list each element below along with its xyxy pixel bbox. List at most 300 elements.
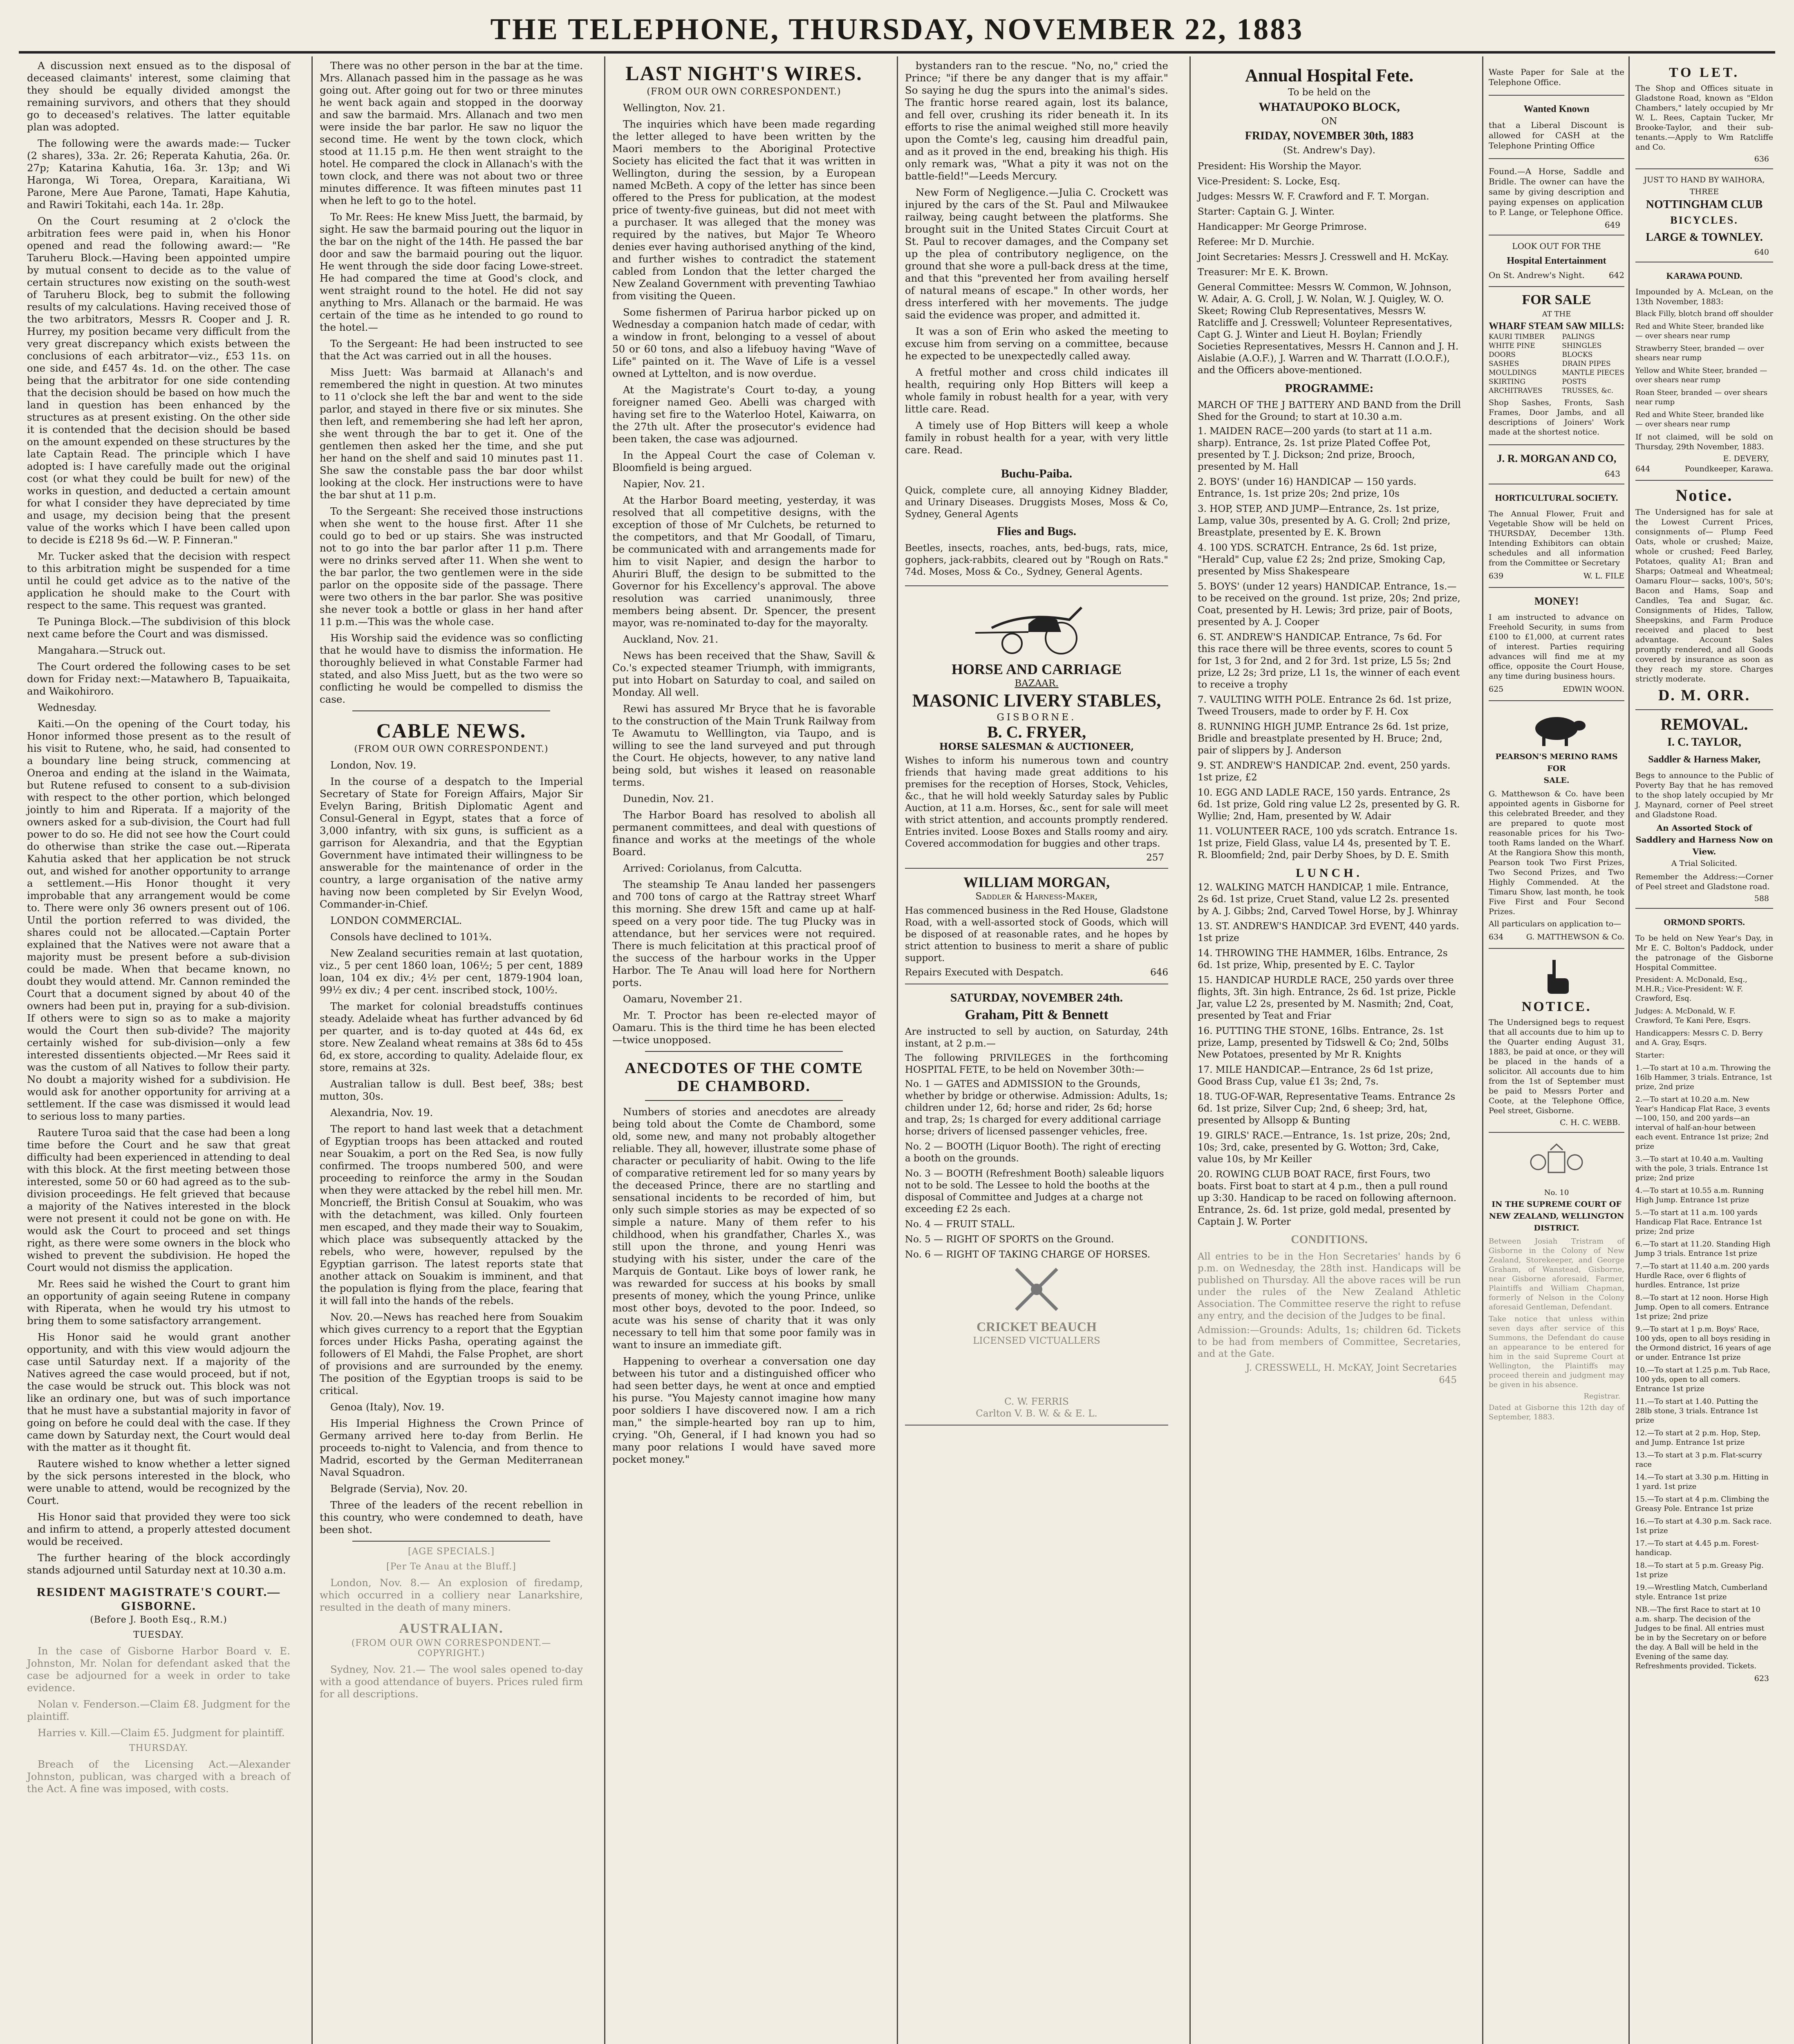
article-paragraph: To the Sergeant: He had been instructed to see that the Act was carried out in all the houses. bbox=[320, 338, 583, 362]
court-report bbox=[27, 1645, 290, 1739]
horticultural-title: HORTICULTURAL SOCIETY. bbox=[1495, 493, 1618, 503]
auction-ad bbox=[905, 984, 1168, 1425]
money-body: I am instructed to advance on Freehold Security, in sums from £100 to £1,000, at current rates of interest. Parties requiring advances will find me at my office, opposite the Court House, any time during business hours. bbox=[1489, 613, 1624, 681]
column-6 bbox=[1482, 56, 1775, 2044]
cable-paragraph: The market for colonial breadstuffs continues steady. Adelaide wheat has further advanced by 6d per quarter, and is to-day quoted at 44s 6d, ex store. New Zealand wheat remains at 38s 6d to 45s 6d, ex store, according to quality. Adelaide flour, ex store, remains at 32s. bbox=[320, 1000, 583, 1074]
morgan-body: Has commenced business in the Red House, Gladstone Road, with a well-assorted stock of Goods, which will be disposed of at reasonable rates, and he hopes by strict attention to business to merit a share of public support. bbox=[905, 905, 1168, 964]
court-paragraph: In the case of Gisborne Harbor Board v. E. Johnston, Mr. Nolan for defendant asked that the case be adjourned for a week in order to take evidence. bbox=[27, 1645, 290, 1694]
privilege-item: No. 4 — FRUIT STALL. bbox=[905, 1219, 1015, 1230]
wanted-known-ad bbox=[1489, 96, 1624, 159]
cable-paragraph: Australian tallow is dull. Best beef, 38s; best mutton, 30s. bbox=[320, 1078, 583, 1102]
matthewson-application: All particulars on application to— bbox=[1489, 919, 1622, 928]
timber-list-right bbox=[1562, 332, 1624, 395]
court-no: No. 10 bbox=[1544, 1188, 1569, 1197]
timber-item: SASHES bbox=[1489, 360, 1519, 368]
supreme-court-dated: Dated at Gisborne this 12th day of September, 1883. bbox=[1489, 1403, 1624, 1421]
timber-item: DOORS bbox=[1489, 351, 1516, 359]
karawa-pound-ad bbox=[1635, 262, 1773, 481]
cable-news-subheading: (FROM OUR OWN CORRESPONDENT.) bbox=[354, 744, 549, 754]
ormond-officer: Handicappers: Messrs C. D. Berry and A. Gray, Esqrs. bbox=[1635, 1029, 1763, 1047]
court-paragraph: Harries v. Kill.—Claim £5. Judgment for plaintiff. bbox=[38, 1727, 285, 1739]
fryer-body: Wishes to inform his numerous town and country friends that having made great additions to his premises for the reception of Horses, Stock, Vehicles, &c., that he will hold weekly Saturday sales by Public Auction, at 11 a.m. Horses, &c., sent for sale will meet with strict attention, and accounts promptly rendered. Entries invited. Loose Boxes and Stalls roomy and airy. Covered accommodation for buggies and other traps. bbox=[905, 755, 1168, 849]
age-specials-subheading: [Per Te Anau at the Bluff.] bbox=[386, 1562, 516, 1572]
ormond-event: 18.—To start at 5 p.m. Greasy Pig. 1st prize bbox=[1635, 1561, 1764, 1579]
programme-intro: MARCH OF THE J BATTERY AND BAND from the Drill Shed for the Ground; to start at 10.30 a.m. bbox=[1198, 400, 1461, 422]
privileges-intro: The following PRIVILEGES in the forthcoming HOSPITAL FETE, to be held on November 30th:— bbox=[905, 1053, 1168, 1075]
officer-item: Vice-President: S. Locke, Esq. bbox=[1198, 176, 1340, 187]
merino-rams-ad bbox=[1489, 701, 1624, 949]
programme-event: 15. HANDICAP HURDLE RACE, 250 yards over three flights, 3ft. 3in high. Entrance, 2s 6d. 1st prize, Pickle Jar, value L2 2s, presented by M. Nasmith; 2nd, Coat, presented by Teat and Friar bbox=[1198, 975, 1456, 1021]
court-paragraph-2: Breach of the Licensing Act.—Alexander Johnston, publican, was charged with a breach of the Act. A fine was imposed, with costs. bbox=[27, 1758, 290, 1795]
wire-paragraph: The inquiries which have been made regarding the letter alleged to have been written by the Maori members to the Aboriginal Protective Society has elicited the fact that it was written in Wellington, during the session, by a European named McBeth. A copy of the letter has since been offered to the Press for publication, at the modest price of twenty-five guineas, but did not meet with a purchaser. It was alleged that the money was required by the natives, but Major Te Wheoro denies ever having authorised anything of the kind, and further wishes to contradict the statement cabled from London that the letter charged the New Zealand Government with preventing Tawhiao from visiting the Queen. bbox=[612, 118, 876, 302]
auction-intro: Are instructed to sell by auction, on Saturday, 24th instant, at 2 p.m.— bbox=[905, 1026, 1168, 1049]
saw-mills-body: Shop Sashes, Fronts, Sash Frames, Door Jambs, and all descriptions of Joiners' Work made at the shortest notice. bbox=[1489, 398, 1624, 437]
cable-paragraph: Consols have declined to 101¾. bbox=[330, 931, 492, 943]
wire-paragraph: Some fishermen of Parirua harbor picked up on Wednesday a companion hatch made of cedar, with a window in front, belonging to a vessel of about 50 or 60 tons, and also a lifebuoy having "Wave of Life" painted on it. The Wave of Life is a vessel owned at Lyttelton, and is now overdue. bbox=[612, 306, 876, 379]
anecdote-paragraph: Happening to overhear a conversation one day between his tutor and a distinguished officer who had seen better days, he went at once and emptied his purse. "You Majesty cannot imagine how many poor soldiers I have discovered now. I am a rich man," the simple-hearted boy ran up to him, crying. "Oh, General, if I had known you had so many poor relations I would have saved more pocket money." bbox=[612, 1355, 876, 1465]
orr-notice-title: Notice. bbox=[1675, 486, 1733, 504]
buchu-paiba-ad bbox=[905, 460, 1168, 586]
columns bbox=[19, 56, 1775, 2044]
entertainment-day: On St. Andrew's Night. bbox=[1489, 270, 1585, 280]
column-5-body bbox=[1189, 56, 1467, 1390]
land-court-report bbox=[27, 60, 290, 1576]
column-4 bbox=[897, 56, 1175, 2044]
australian-heading: AUSTRALIAN. bbox=[399, 1621, 504, 1636]
officer-item: Joint Secretaries: Messrs J. Cresswell and H. McKay. bbox=[1198, 252, 1449, 262]
cable-paragraph: New Zealand securities remain at last quotation, viz., 5 per cent 1860 loan, 106½; 5 per cent, 1889 loan, 104 ex div.; 4½ per cent, 1879-1904 loan, 99½ ex div.; 4 per cent. inscribed stock, 100½. bbox=[320, 947, 583, 996]
wire-paragraph: Napier, Nov. 21. bbox=[623, 478, 705, 490]
cable-paragraph: The report to hand last week that a detachment of Egyptian troops has been attacked and routed near Souakim, a port on the Red Sea, is now fully confirmed. The troops numbered 500, and were proceeding to reinforce the army in the Soudan when they were attacked by the rebel hill men. Mr. Moncrieff, the British Consul at Souakim, who was with the detachment, was killed. Only fourteen men escaped, and they made their way to Souakim, which place was subsequently attacked by the rebels, who were, however, repulsed by the Egyptian garrison. The latest reports state that another attack on Souakim is imminent, and that the population is flying from the place, fearing that it will fall into the hands of the rebels. bbox=[320, 1123, 583, 1307]
fryer-name: B. C. FRYER, bbox=[987, 723, 1086, 741]
webb-notice-sig: C. H. C. WEBB. bbox=[1560, 1118, 1620, 1127]
saw-mills-title: WHARF STEAM SAW MILLS: bbox=[1489, 321, 1624, 332]
flies-body: Beetles, insects, roaches, ants, bed-bugs, rats, mice, gophers, jack-rabbits, cleared out by "Rough on Rats." 74d. Moses, Moss & Co., Sydney, General Agents. bbox=[905, 543, 1168, 577]
to-let-title: TO LET. bbox=[1669, 65, 1740, 80]
cable-paragraph: Belgrade (Servia), Nov. 20. bbox=[330, 1483, 468, 1495]
conditions-title: CONDITIONS. bbox=[1291, 1233, 1368, 1246]
programme-event: 9. ST. ANDREW'S HANDICAP. 2nd. event, 250 yards. 1st prize, £2 bbox=[1198, 760, 1451, 783]
to-let-body: The Shop and Offices situate in Gladstone Road, known as "Eldon Chambers," lately occupied by Mr W. L. Rees, Captain Tucker, Mr Brooke-Taylor, and their sub-tenants.—Apply to Wm Ratcliffe and Co. bbox=[1635, 84, 1773, 152]
timber-item: ARCHITRAVES bbox=[1489, 387, 1543, 395]
cable-paragraph: Genoa (Italy), Nov. 19. bbox=[330, 1401, 445, 1413]
wires-subheading: (FROM OUR OWN CORRESPONDENT.) bbox=[647, 87, 841, 97]
column-3 bbox=[604, 56, 882, 2044]
money-footer bbox=[1489, 684, 1624, 695]
large-townley-number: 640 bbox=[1754, 248, 1769, 257]
cable-paragraph: In the course of a despatch to the Imperial Secretary of State for Foreign Affairs, Major Sir Evelyn Baring, British Diplomatic Agent and Consul-General in Egypt, states that a force of 3,000 infantry, with six guns, is sufficient as a garrison for Alexandria, and that the Egyptian Government have intimated their willingness to be answerable for the maintenance of order in the country, a large organisation of the native army having now been completed by Sir Evelyn Wood, Commander-in-Chief. bbox=[320, 775, 583, 910]
entertainment-footer bbox=[1489, 269, 1624, 281]
programme-event: 16. PUTTING THE STONE, 16lbs. Entrance, 2s. 1st prize, Lamp, presented by Tidswell & Co; 2nd, 50lbs New Potatoes, presented by Mr R. Knights bbox=[1198, 1026, 1449, 1060]
programme-event: 3. HOP, STEP, AND JUMP—Entrance, 2s. 1st prize, Lamp, value 30s, presented by A. G. Croll; 2nd prize, Breastplate, presented by E. K. Brown bbox=[1198, 504, 1451, 538]
wires-heading: LAST NIGHT'S WIRES. bbox=[625, 62, 862, 85]
column-2 bbox=[311, 56, 589, 2044]
jr-morgan-ad bbox=[1489, 445, 1624, 484]
webb-notice-body: The Undersigned begs to request that all accounts due to him up to the Quarter ending August 31, 1883, be paid at once, or they will be placed in the hands of a solicitor. All accounts due to him from the 1st of September must be paid to Messrs Porter and Coote, at the Telephone Office, Peel street, Gisborne. bbox=[1489, 1018, 1624, 1115]
admission-text: Admission:—Grounds: Adults, 1s; children 6d. Tickets to be had from members of Committee, Secretaries, and at the Gate. bbox=[1198, 1325, 1461, 1359]
cable-news-heading: CABLE NEWS. bbox=[376, 719, 526, 742]
officer-item: Starter: Captain G. J. Winter. bbox=[1198, 206, 1335, 217]
ormond-event: 2.—To start at 10.20 a.m. New Year's Handicap Flat Race, 3 events—100, 150, and 200 yards—an interval of half-an-hour between each event. Entrance 1st prize; 2nd prize bbox=[1635, 1095, 1770, 1151]
money-sig: EDWIN WOON. bbox=[1563, 685, 1624, 694]
column-1 bbox=[19, 56, 297, 2044]
impounded-number: 644 bbox=[1635, 464, 1651, 473]
webb-notice-ad bbox=[1489, 949, 1624, 1133]
programme-event: 13. ST. ANDREW'S HANDICAP. 3rd EVENT, 440 yards. 1st prize bbox=[1198, 921, 1459, 944]
horticultural-footer bbox=[1489, 570, 1624, 582]
fryer-ad-number: 257 bbox=[1146, 852, 1164, 863]
programme-event: 6. ST. ANDREW'S HANDICAP. Entrance, 7s 6d. For this race there will be three events, scores to count 5 for 1st, 3 for 2nd, and 2 for 3rd. 1st prize, L5 5s; 2nd prize, L2 2s; 3rd prize, L1 1s, the winner of each event to receive a trophy bbox=[1198, 632, 1460, 690]
article-paragraph: His Honor said that provided they were too sick and infirm to attend, a properly attested document would be received. bbox=[27, 1511, 290, 1547]
column-5 bbox=[1189, 56, 1467, 2044]
removal-ad bbox=[1635, 710, 1773, 909]
officer-item: General Committee: Messrs W. Common, W. Johnson, W. Adair, A. G. Croll, J. W. Nolan, W. J. Quigley, W. O. Skeet; Rowing Club Representatives, Messrs W. Ratcliffe and J. Cresswell; Volunteer Representatives, Capt G. J. Winter and Lieut H. Boylan; Friendly Societies Representatives, Messrs H. Cannon and J. H. Aislabie (A.O.F.), J. Warren and W. Tharratt (I.O.O.F.), and the Officers above-mentioned. bbox=[1198, 282, 1459, 376]
article-paragraph: The further hearing of the block accordingly stands adjourned until Saturday next at 10.30 a.m. bbox=[27, 1552, 290, 1576]
programme-event: 20. ROWING CLUB BOAT RACE, first Fours, two boats. First boat to start at 4 p.m., then a pull round up 3:30. Handicap to be raced on following afternoon. Entrance, 2s. 6d. 1st prize, gold medal, presented by Captain J. W. Porter bbox=[1198, 1169, 1457, 1227]
nottingham-club: NOTTINGHAM CLUB bbox=[1646, 198, 1763, 211]
wire-paragraph: Rewi has assured Mr Bryce that he is favorable to the construction of the Main Trunk Railway from Te Awamutu to Welllington, via Taupo, and is willing to see the land surveyed and put through the Court. He objects, however, to any native land being sold, but wishes it leased on reasonable terms. bbox=[612, 703, 876, 788]
masonic-livery-ad bbox=[905, 586, 1168, 869]
article-paragraph: Te Puninga Block.—The subdivision of this block next came before the Court and was dismissed. bbox=[27, 616, 290, 640]
horticultural-number: 639 bbox=[1489, 572, 1504, 580]
horse-carriage-icon bbox=[967, 595, 1106, 657]
ormond-event: 19.—Wrestling Match, Cumberland style. Entrance 1st prize bbox=[1635, 1583, 1767, 1601]
timber-item: KAURI TIMBER bbox=[1489, 333, 1545, 341]
programme-event: 5. BOYS' (under 12 years) HANDICAP. Entrance, 1s.—to be received on the ground. 1st prize, 20s; 2nd prize, Coat, presented by H. Lewis; 3rd prize, pair of Boots, presented by A. J. Cooper bbox=[1198, 581, 1460, 628]
privilege-item: No. 6 — RIGHT OF TAKING CHARGE OF HORSES. bbox=[905, 1249, 1151, 1260]
officer-item: Treasurer: Mr E. K. Brown. bbox=[1198, 267, 1328, 278]
fete-on: ON bbox=[1321, 116, 1337, 127]
programme-events bbox=[1198, 426, 1461, 861]
impounded-item: Black Filly, blotch brand off shoulder bbox=[1635, 309, 1773, 318]
court-paragraph: Nolan v. Fenderson.—Claim £8. Judgment for the plaintiff. bbox=[27, 1698, 290, 1722]
cable-paragraph: LONDON COMMERCIAL. bbox=[330, 914, 462, 926]
timber-item: TRUSSES, &c. bbox=[1562, 387, 1614, 395]
wanted-title: Wanted Known bbox=[1523, 104, 1590, 114]
column-1-body bbox=[19, 56, 297, 1795]
privilege-item: No. 1 — GATES and ADMISSION to the Grounds, whether by bridge or otherwise. Admission: Adults, 1s; children under 12, 6d; horse and rider, 2s 6d; horse and trap, 2s; 1s charged for every additional carriage horse; drivers of licensed passenger vehicles, free. bbox=[905, 1079, 1168, 1137]
impounded-foot: If not claimed, will be sold on Thursday, 29th November, 1883. bbox=[1635, 433, 1773, 451]
divider bbox=[352, 710, 550, 711]
article-paragraph: A timely use of Hop Bitters will keep a whole family in robust health for a year, with very little care. Read. bbox=[905, 419, 1168, 456]
timber-list bbox=[1489, 332, 1624, 395]
column-6b bbox=[1628, 56, 1775, 2044]
timber-list-left bbox=[1489, 332, 1545, 395]
ormond-event: 12.—To start at 2 p.m. Hop, Step, and Jump. Entrance 1st prize bbox=[1635, 1429, 1761, 1447]
wanted-body: that a Liberal Discount is allowed for CASH at the Telephone Printing Office bbox=[1489, 120, 1624, 150]
ormond-event: 4.—To start at 10.55 a.m. Running High Jump. Entrance 1st prize bbox=[1635, 1186, 1764, 1204]
anecdotes-article bbox=[612, 1106, 876, 1466]
fete-officers bbox=[1198, 161, 1461, 377]
article-paragraph: Miss Juett: Was barmaid at Allanach's and remembered the night in question. At two minutes to 11 o'clock she left the bar and went to the side parlor, and stayed in there five or six minutes. She then left, and remembering she had left her apron, she went through the bar to get it. One of the gentlemen then asked her the time, and she put her hand on the shelf and said 10 minutes past 11. She saw the constable pass the bar door whilst looking at the clock. Her instructions were to have the bar shut at 11 p.m. bbox=[320, 366, 583, 501]
police-court-report bbox=[320, 60, 583, 706]
waste-paper-text: Waste Paper for Sale at the Telephone Office. bbox=[1489, 67, 1624, 87]
timber-item: POSTS bbox=[1562, 378, 1587, 386]
programme-event: 8. RUNNING HIGH JUMP. Entrance 2s 6d. 1st prize, Bridle and breastplate presented by H. Bruce; 2nd, pair of slippers by J. Anderson bbox=[1198, 722, 1449, 756]
programme-event: 10. EGG AND LADLE RACE, 150 yards. Entrance, 2s 6d. 1st prize, Gold ring value L2 2s, presented by G. R. Wyllie; 2nd, Ham, presented by W. Adair bbox=[1198, 787, 1460, 822]
ormond-officer: Starter: bbox=[1635, 1051, 1665, 1060]
faded-name: C. W. FERRIS bbox=[1004, 1396, 1069, 1407]
ormond-event: 13.—To start at 3 p.m. Flat-scurry race bbox=[1635, 1451, 1762, 1469]
cable-paragraph: London, Nov. 19. bbox=[330, 759, 417, 771]
programme-event: 12. WALKING MATCH HANDICAP, 1 mile. Entrance, 2s 6d. 1st prize, Cruet Stand, value L2 2s. presented by A. J. Gibbs; 2nd, Carved Towel Horse, by J. Whinray bbox=[1198, 882, 1458, 917]
privileges-list bbox=[905, 1078, 1168, 1261]
divider bbox=[352, 1541, 550, 1542]
ormond-event: 7.—To start at 11.40 a.m. 200 yards Hurdle Race, over 6 flights of hurdles. Entrance, 1st prize bbox=[1635, 1262, 1769, 1289]
wire-paragraph: Arrived: Coriolanus, from Calcutta. bbox=[623, 862, 802, 874]
money-ad bbox=[1489, 588, 1624, 701]
wire-paragraph: In the Appeal Court the case of Coleman v. Bloomfield is being argued. bbox=[612, 449, 876, 473]
fete-ad-number: 645 bbox=[1439, 1375, 1457, 1385]
programme-event: 2. BOYS' (under 16) HANDICAP — 150 yards. Entrance, 1s. 1st prize 20s; 2nd prize, 10s bbox=[1198, 477, 1417, 499]
for-sale-title: FOR SALE bbox=[1522, 292, 1591, 307]
masonic-title: MASONIC LIVERY STABLES, bbox=[912, 690, 1161, 710]
cable-paragraph: Three of the leaders of the recent rebellion in this country, who were condemned to death, have been shot. bbox=[320, 1499, 583, 1535]
officer-item: Judges: Messrs W. F. Crawford and F. T. Morgan. bbox=[1198, 191, 1429, 202]
column-6b-body bbox=[1630, 56, 1775, 1688]
wire-paragraph: Wellington, Nov. 21. bbox=[623, 102, 726, 114]
ormond-event: 1.—To start at 10 a.m. Throwing the 16lb Hammer, 3 trials. Entrance, 1st prize, 2nd prize bbox=[1635, 1064, 1772, 1091]
australian-paragraph: Sydney, Nov. 21.— The wool sales opened to-day with a good attendance of buyers. Prices ruled firm for all descriptions. bbox=[320, 1663, 583, 1700]
royal-arms-icon bbox=[1526, 1142, 1587, 1183]
age-specials-heading: [AGE SPECIALS.] bbox=[408, 1546, 495, 1557]
orr-notice-body: The Undersigned has for sale at the Lowest Current Prices, consignments of— Plump Feed Oats, whole or crushed; Maize, whole or crushed; Feed Barley, Potatoes, quality A1; Bran and Sharps; Oatmeal and Wheatmeal; Oamaru Flour— sacks, 100's, 50's; Bacon and Hams, Soap and Candles, Tea and Sugar, &c. Consignments of Hides, Tallow, Sheepskins, and Farm Produce received and placed to best advantage. Account Sales promptly rendered, and all Goods covered by insurance as soon as they reach my store. Charges strictly moderate. bbox=[1635, 508, 1773, 684]
wire-paragraph: The steamship Te Anau landed her passengers and 700 tons of cargo at the Rattray street Wharf this morning. She drew 15ft and came up at half-speed on a very poor tide. The tug Plucky was in attendance, but her services were not required. There is much felicitation at this practical proof of the success of the harbour works in the Upper Harbor. The Te Anau will load here for Northern ports. bbox=[612, 879, 876, 988]
article-paragraph: Wednesday. bbox=[38, 702, 97, 713]
supreme-court-notice: Take notice that unless within seven days after service of this Summons, the Defendant do cause an appearance to be entered for him in the said Supreme Court at Wellington, the Plaintiffs may proceed therein and judgment may be given in his absence. bbox=[1489, 1315, 1624, 1389]
cricket-sub: LICENSED VICTUALLERS bbox=[973, 1336, 1100, 1346]
matthewson-body: G. Matthewson & Co. have been appointed agents in Gisborne for this celebrated Breeder, and they are prepared to quote most reasonable prices for his Two-tooth Rams landed on the Wharf. At the Rangiora Show this month, Pearson took Two First Prizes, Two Second Prizes, and Two Highly Commended. At the Timaru Show, last month, he took Five First and Four Second Prizes. bbox=[1489, 789, 1624, 916]
ormond-event: 15.—To start at 4 p.m. Climbing the Greasy Pole. Entrance 1st prize bbox=[1635, 1495, 1769, 1513]
programme-event: 18. TUG-OF-WAR, Representative Teams. Entrance 2s 6d. 1st prize, Silver Cup; 2nd, 6 sheep; 3rd, hat, presented by Allsopp & Bunting bbox=[1198, 1091, 1456, 1126]
webb-notice-title: NOTICE. bbox=[1521, 999, 1592, 1014]
money-number: 625 bbox=[1489, 685, 1504, 694]
programme-event: 7. VAULTING WITH POLE. Entrance 2s 6d. 1st prize, Tweed Trousers, made to order by F. H. Cox bbox=[1198, 695, 1452, 717]
article-paragraph: It was a son of Erin who asked the meeting to excuse him from serving on a committee, because he expected to be unexpectedly called away. bbox=[905, 325, 1168, 362]
timber-item: PALINGS bbox=[1562, 333, 1595, 341]
article-paragraph: The Court ordered the following cases to be set down for Friday next:—Matawhero B, Tapuaikaita, and Waikohiroro. bbox=[27, 661, 290, 697]
lookout-text: LOOK OUT FOR THE bbox=[1512, 241, 1601, 251]
hospital-entertainment-title: Hospital Entertainment bbox=[1507, 256, 1606, 266]
miscellany bbox=[905, 60, 1168, 456]
article-paragraph: His Honor said he would grant another opportunity, and with this view would adjourn the case until Saturday next. If a majority of the Natives agreed the case would proceed, but if not, the case would be struck out. This block was not like an ordinary one, but was of such importance that he must have a substantial majority in favor of going on before he could deal with the case. If they came down by Saturday next, the Court would deal with the matter as it thought fit. bbox=[27, 1331, 290, 1453]
buchu-body: Quick, complete cure, all annoying Kidney Bladder, and Urinary Diseases. Druggists Moses, Moss & Co, Sydney, General Agents bbox=[905, 485, 1168, 520]
supreme-court-registrar: Registrar. bbox=[1583, 1392, 1620, 1401]
ormond-event: 3.—To start at 10.40 a.m. Vaulting with the pole, 3 trials. Entrance 1st prize; 2nd prize bbox=[1635, 1155, 1768, 1182]
lunch-break: LUNCH. bbox=[1296, 866, 1363, 880]
ormond-event: 16.—To start at 4.30 p.m. Sack race. 1st prize bbox=[1635, 1517, 1772, 1535]
jr-morgan-title: J. R. MORGAN AND CO, bbox=[1496, 453, 1617, 464]
morgan-subtitle: Saddler & Harness-Maker, bbox=[975, 891, 1098, 902]
taylor-name: I. C. TAYLOR, bbox=[1667, 736, 1741, 749]
waihora-text: JUST TO HAND BY WAIHORA, bbox=[1644, 175, 1765, 184]
bicycles-title: BICYCLES. bbox=[1670, 214, 1738, 226]
timber-item: SHINGLES bbox=[1562, 342, 1602, 350]
timber-item: MOULDINGS bbox=[1489, 369, 1537, 377]
ormond-event: 9.—To start at 1 p.m. Boys' Race, 100 yds, open to all boys residing in the Ormond district, 16 years of age or under. Entrance 1st prize bbox=[1635, 1325, 1772, 1362]
article-paragraph: His Worship said the evidence was so conflicting that he would have to dismiss the information. He thoroughly believed in what Constable Farmer had stated, and also Miss Juett, but as the two were so conflicting he would be compelled to dismiss the case. bbox=[320, 632, 583, 705]
three-text: THREE bbox=[1689, 187, 1719, 196]
ormond-events bbox=[1635, 1063, 1773, 1671]
impounded-item: Yellow and White Steer, branded — over shears near rump bbox=[1635, 366, 1767, 384]
supreme-court-parties: Between Josiah Tristram of Gisborne in the Colony of New Zealand, Storekeeper, and George Graham, of Wanstead, Gisborne, near Gisborne aforesaid, Farmer, Plaintiffs and William Chapman, formerly of Nelson in the Colony aforesaid Gentleman, Defendant. bbox=[1489, 1237, 1624, 1311]
column-2-body bbox=[311, 56, 589, 1700]
pointing-hand-icon bbox=[1540, 958, 1573, 995]
divider bbox=[645, 1051, 843, 1052]
wires-report bbox=[612, 102, 876, 1046]
programme-event: 14. THROWING THE HAMMER, 16lbs. Entrance, 2s 6d. 1st prize, Whip, presented by E. C. Taylor bbox=[1198, 948, 1448, 970]
programme-event: 17. MILE HANDICAP.—Entrance, 2s 6d 1st prize, Good Brass Cup, value £1 3s; 2nd, 7s. bbox=[1198, 1065, 1433, 1087]
timber-item: BLOCKS bbox=[1562, 351, 1593, 359]
article-paragraph: On the Court resuming at 2 o'clock the arbitration fees were paid in, when his Honor opened and read the following award:— "Re Taruheru Block.—Having been appointed umpire by mutual consent to decide as to the value of certain structures now existing on the south-west of Taruheru Block, beg to submit the following results of my calculations. Having received those of the two arbitrators, Messrs R. Cooper and J. R. Hurrey, my position became very difficult from the very great discrepancy which exists between the conclusions of each arbitrator—viz., £53 11s. on one side, and £457 4s. 1d. on the other. The case being that the arbitrator for one side contending that the decision should be based on how much the land in question has been enhanced by the structures as at present existing. On the other side it is contended that the decision should be based on the amount expended on these structures by the late Captain Read. The principle which I have adopted is: I have carefully made out the original cost (or what they could be built for new) of the works in question, and deducted a certain amount for what I consider they have depreciated by time and usage, my decision being that the present value of the works which I have been called upon to decide is £218 9s 6d.—W. P. Finneran." bbox=[27, 215, 290, 546]
article-paragraph: Mr. Tucker asked that the decision with respect to this arbitration might be suspended for a time until he could get advice as to the native of the application he should make to the Court with respect to the same. This request was granted. bbox=[27, 550, 290, 611]
court-heading: RESIDENT MAGISTRATE'S COURT.—GISBORNE. bbox=[36, 1585, 281, 1613]
bicycles-ad bbox=[1635, 169, 1773, 262]
court-day: TUESDAY. bbox=[133, 1630, 184, 1640]
wire-paragraph: At the Magistrate's Court to-day, a young foreigner named Geo. Abelli was charged with having set fire to the Waterloo Hotel, Kaiwarra, on the 27th ult. After the prosecutor's evidence had been taken, the case was adjourned. bbox=[612, 384, 876, 445]
horse-bazaar-title: HORSE AND CARRIAGE bbox=[951, 661, 1122, 677]
large-townley: LARGE & TOWNLEY. bbox=[1646, 231, 1763, 244]
fete-title: Annual Hospital Fete. bbox=[1245, 65, 1413, 85]
impounded-item: Red and White Steer, branded like — over shears near rump bbox=[1635, 322, 1764, 340]
fete-secretaries: J. CRESSWELL, H. McKAY, Joint Secretaries bbox=[1246, 1363, 1457, 1373]
wire-paragraph: Auckland, Nov. 21. bbox=[623, 633, 719, 645]
fete-day: (St. Andrew's Day). bbox=[1283, 145, 1375, 156]
impounded-sig: E. DEVERY, bbox=[1723, 454, 1769, 463]
wire-paragraph: The Harbor Board has resolved to abolish all permanent committees, and deal with questions of finance and works at the meetings of the whole Board. bbox=[612, 809, 876, 858]
ormond-number: 623 bbox=[1754, 1674, 1769, 1683]
masthead: THE TELEPHONE, THURSDAY, NOVEMBER 22, 1883 bbox=[19, 12, 1775, 54]
flies-title: Flies and Bugs. bbox=[997, 524, 1077, 538]
ormond-event: 17.—To start at 4.45 p.m. Forest-handicap. bbox=[1635, 1539, 1759, 1557]
auctioneers: Graham, Pitt & Bennett bbox=[965, 1007, 1109, 1022]
article-paragraph: To the Sergeant: She received those instructions when she went to the house first. After 11 she could go to bed or up stairs. She was instructed not to go into the bar parlor after 11 p.m. There were no drinks served after 11. When she went to the bar parlor, the two gentlemen were in the side parlor on the opposite side of the passage. There were two others in the bar parlor. She was positive she never took a bottle or glass in her hand after 11 p.m.—This was the whole case. bbox=[320, 505, 583, 628]
supreme-court-title: IN THE SUPREME COURT OF NEW ZEALAND, WELLINGTON DISTRICT. bbox=[1489, 1200, 1624, 1233]
ormond-event: 6.—To start at 11.20. Standing High Jump 3 trials. Entrance 1st prize bbox=[1635, 1240, 1771, 1258]
ormond-event: 11.—To start at 1.40. Putting the 28lb stone, 3 trials. Entrance 1st prize bbox=[1635, 1397, 1758, 1425]
impounded-intro: Impounded by A. McLean, on the 13th November, 1883: bbox=[1635, 287, 1773, 306]
ormond-sports-ad bbox=[1635, 909, 1773, 1688]
impounded-item: Red and White Steer, branded like — over shears near rump bbox=[1635, 410, 1764, 428]
morgan-title: WILLIAM MORGAN, bbox=[963, 874, 1110, 890]
article-paragraph: To Mr. Rees: He knew Miss Juett, the barmaid, by sight. He saw the barmaid pouring out the liquor in the bar on the night of the 14th. He passed the bar door and saw the barmaid pouring out the liquor. He went through the side door facing Lowe-street. He had compared the time at Good's clock, and went straight round to the hotel. He did not say anything to Mrs. Allanach or the barmaid. He was certain of the time as he intended to go round to the hotel.— bbox=[320, 211, 583, 333]
wire-paragraph: Oamaru, November 21. bbox=[623, 993, 743, 1005]
pearson-title: PEARSON'S MERINO RAMS FOR bbox=[1495, 752, 1618, 773]
programme-events-2 bbox=[1198, 882, 1461, 1228]
column-3-body bbox=[604, 56, 882, 1466]
timber-item: WHITE PINE bbox=[1489, 342, 1535, 350]
at-the: AT THE bbox=[1542, 310, 1571, 318]
horticultural-ad bbox=[1489, 484, 1624, 588]
article-paragraph: There was no other person in the bar at the time. Mrs. Allanach passed him in the passage as he was going out. After going out for two or three minutes he went back again and stopped in the doorway and saw the barmaid. Mrs. Allanach and two men were inside the bar parlor. He saw no liquor the second time. He went by the town clock, which stood at 11.15 p.m. He then went straight to the hotel. He compared the clock in Allanach's with the town clock, and there was not about two or three minutes difference. It was fifteen minutes past 11 when he left to go to the hotel. bbox=[320, 60, 583, 206]
fete-where: To be held on the bbox=[1288, 87, 1371, 98]
programme-event: 1. MAIDEN RACE—200 yards (to start at 11 a.m. sharp). Entrance, 2s. 1st prize Plated Coffee Pot, presented by T. J. Dickson; 2nd prize, Brooch, presented by M. Hall bbox=[1198, 426, 1432, 472]
column-4-body bbox=[897, 56, 1175, 1425]
article-paragraph: Kaiti.—On the opening of the Court today, his Honor informed those present as to the result of his visit to Rutene, who, he said, had consented to a boundary line being struck, commencing at Oneroa and ending at the island in the Waimata, but Rutene refused to consent to a sub-division with respect to the other portion, which belonged jointly to him and Riperata. If a majority of the owners asked for a sub-division, the Court had full power to do so. He did not see how the Court could do otherwise than strike the case out.—Riperata Kahutia asked that her application be not struck out, and wished for another opportunity to arrange a settlement.—His Honor thought it very improbable that any arrangement would be come to. There were only 36 owners present out of 106. Until the portion referred to was divided, the shares could not be allocated.—Captain Porter explained that the Natives were not aware that a majority must be present before a sub-division could be made. When that became known, no doubt they would attend. Mr. Cannon reminded the Court that a document signed by about 40 of the owners had been put in, praying for a sub-division. If others were to sign so as to make a majority would the Court then sub-divide? The majority certainly wished for sub-division—only a few interested dissentients objected.—Mr Rees said it was the custom of all Natives to follow their party. No doubt a majority wished for a subdivision. He would ask for another opportunity for arriving at a settlement. If the case was dismissed it would lead to serious loss to many parties. bbox=[27, 718, 290, 1122]
cable-paragraph: Alexandria, Nov. 19. bbox=[330, 1107, 433, 1118]
divider bbox=[645, 1100, 843, 1101]
hospital-entertainment-ad bbox=[1489, 235, 1624, 287]
australian-subheading: (FROM OUR OWN CORRESPONDENT.—COPYRIGHT.) bbox=[351, 1638, 551, 1659]
found-ad-number: 649 bbox=[1604, 220, 1620, 230]
morgan-footer bbox=[905, 967, 1168, 979]
ormond-title: ORMOND SPORTS. bbox=[1664, 917, 1745, 927]
karawa-title: KARAWA POUND. bbox=[1666, 271, 1742, 281]
timber-item: MANTLE PIECES bbox=[1562, 369, 1624, 377]
impounded-item: Roan Steer, branded — over shears near rump bbox=[1635, 388, 1768, 406]
timber-item: DRAIN PIPES bbox=[1562, 360, 1611, 368]
cricket-title: CRICKET BEAUCH bbox=[977, 1319, 1097, 1334]
article-paragraph: Rautere wished to know whether a letter signed by the sick persons interested in the block, who were unable to attend, would be recognized by the Court. bbox=[27, 1458, 290, 1506]
crossed-bats-icon bbox=[1004, 1265, 1069, 1314]
ormond-event: 8.—To start at 12 noon. Horse High Jump. Open to all comers. Entrance 1st prize; 2nd prize bbox=[1635, 1293, 1769, 1321]
matthewson-footer bbox=[1489, 931, 1624, 943]
ormond-officer: Judges: A. McDonald, W. F. Crawford, Te Kani Pere, Esqrs. bbox=[1635, 1007, 1751, 1025]
matthewson-number: 634 bbox=[1489, 932, 1504, 941]
found-ad bbox=[1489, 159, 1624, 235]
impounded-footer bbox=[1635, 463, 1773, 475]
removal-title: REMOVAL. bbox=[1660, 715, 1748, 733]
wire-paragraph: Mr. T. Proctor has been re-elected mayor of Oamaru. This is the third time he has been elected—twice unopposed. bbox=[612, 1009, 876, 1046]
column-6a-body bbox=[1482, 56, 1628, 1429]
ormond-event: 14.—To start at 3.30 p.m. Hitting in 1 yard. 1st prize bbox=[1635, 1473, 1769, 1491]
article-paragraph: Mangahara.—Struck out. bbox=[38, 644, 166, 656]
ormond-event: 10.—To start at 1.25 p.m. Tub Race, 100 yds, open to all comers. Entrance 1st prize bbox=[1635, 1366, 1770, 1393]
matthewson-sig: G. MATTHEWSON & Co. bbox=[1526, 932, 1624, 941]
article-paragraph: New Form of Negligence.—Julia C. Crockett was injured by the cars of the St. Paul and Milwaukee railway, being caught between the platforms. She brought suit in the United States Circuit Court at St. Paul to recover damages, and the Company set up the plea of contributory negligence, on the ground that she wore a pull-back dress at the time, and that this "prevented her from availing herself of natural means of escape." In other words, her dress interfered with her movements. The judge said the evidence was proper, and admitted it. bbox=[905, 186, 1168, 321]
article-paragraph: Rautere Turoa said that the case had been a long time before the Court and he saw that great difficulty had been experienced in attending to deal with this block. At the first meeting between those interested, some 50 or 60 had agreed as to the sub-division proceedings. He felt grieved that because a majority of the Natives interested in the block were not present it could not be gone on with. He would ask the Court to proceed and set things right, as there were some owners in the block who wished to prevent the subdivision. He hoped the Court would not dismiss the application. bbox=[27, 1127, 290, 1273]
fete-block: WHATAUPOKO BLOCK, bbox=[1259, 100, 1400, 114]
auction-date: SATURDAY, NOVEMBER 24th. bbox=[950, 991, 1123, 1004]
programme-event: 4. 100 YDS. SCRATCH. Entrance, 2s 6d. 1st prize, "Herald" Cup, value £2 2s; 2nd prize, Smoking Cap, presented by Miss Shakespeare bbox=[1198, 542, 1446, 577]
hospital-fete-ad bbox=[1198, 60, 1461, 1390]
officer-item: Referee: Mr D. Murchie. bbox=[1198, 237, 1315, 247]
entertainment-ad-number: 642 bbox=[1608, 270, 1624, 280]
ormond-officers bbox=[1635, 975, 1773, 1060]
ormond-event: 5.—To start at 11 a.m. 100 yards Handicap Flat Race. Entrance 1st prize; 2nd prize bbox=[1635, 1208, 1762, 1236]
supreme-court-ad bbox=[1489, 1133, 1624, 1429]
horticultural-sig: W. L. FILE bbox=[1583, 572, 1624, 580]
saw-mills-ad bbox=[1489, 287, 1624, 445]
fete-date: FRIDAY, NOVEMBER 30th, 1883 bbox=[1245, 130, 1414, 142]
faded-foot: Carlton V. B. W. & & E. L. bbox=[976, 1408, 1097, 1419]
money-title: MONEY! bbox=[1534, 595, 1579, 607]
column-6a bbox=[1482, 56, 1628, 2044]
programme-event: 11. VOLUNTEER RACE, 100 yds scratch. Entrance 1s. 1st prize, Field Glass, value L4 4s, presented by T. E. R. Bloomfield; 2nd, pair Derby Shoes, by D. E. Smith bbox=[1198, 826, 1458, 861]
cable-news-report bbox=[320, 759, 583, 1536]
officer-item: President: His Worship the Mayor. bbox=[1198, 161, 1362, 172]
impounded-role: Poundkeeper, Karawa. bbox=[1684, 464, 1773, 473]
privilege-item: No. 2 — BOOTH (Liquor Booth). The right of erecting a booth on the grounds. bbox=[905, 1141, 1161, 1164]
wire-paragraph: News has been received that the Shaw, Savill & Co.'s expected steamer Triumph, with immigrants, put into Hobart on Saturday to coal, and sailed on Monday. All well. bbox=[612, 650, 876, 698]
conditions-text: All entries to be in the Hon Secretaries' hands by 6 p.m. on Wednesday, the 28th inst. Handicaps will be published on Thursday. All the above races will be run under the rules of the New Zealand Athletic Association. The Committee reserve the right to refuse any entry, and the decision of the Judges to be final. bbox=[1198, 1251, 1461, 1321]
sheep-icon bbox=[1524, 710, 1589, 747]
taylor-role: Saddler & Harness Maker, bbox=[1648, 754, 1760, 765]
article-paragraph: Mr. Rees said he wished the Court to grant him an opportunity of again seeing Rutene in company with Riperata, when he would try his utmost to bring them to some satisfactory arrangement. bbox=[27, 1278, 290, 1327]
morgan-ad-number: 646 bbox=[1150, 967, 1168, 978]
jr-morgan-number: 643 bbox=[1604, 469, 1620, 479]
taylor-number: 588 bbox=[1754, 894, 1769, 903]
taylor-trial: A Trial Solicited. bbox=[1671, 859, 1738, 868]
officer-item: Handicapper: Mr George Primrose. bbox=[1198, 222, 1367, 232]
privilege-item: No. 3 — BOOTH (Refreshment Booth) saleable liquors not to be sold. The Lessee to hold the booths at the disposal of Committee and Judges at a charge not exceeding £2 2s each. bbox=[905, 1168, 1164, 1215]
anecdotes-heading: ANECDOTES OF THE COMTE DE CHAMBORD. bbox=[625, 1060, 863, 1095]
buchu-title: Buchu-Paiba. bbox=[1001, 467, 1073, 480]
orr-notice-ad bbox=[1635, 481, 1773, 710]
william-morgan-ad bbox=[905, 869, 1168, 984]
to-let-number: 636 bbox=[1754, 155, 1769, 164]
court-subheading: (Before J. Booth Esq., R.M.) bbox=[90, 1615, 227, 1625]
